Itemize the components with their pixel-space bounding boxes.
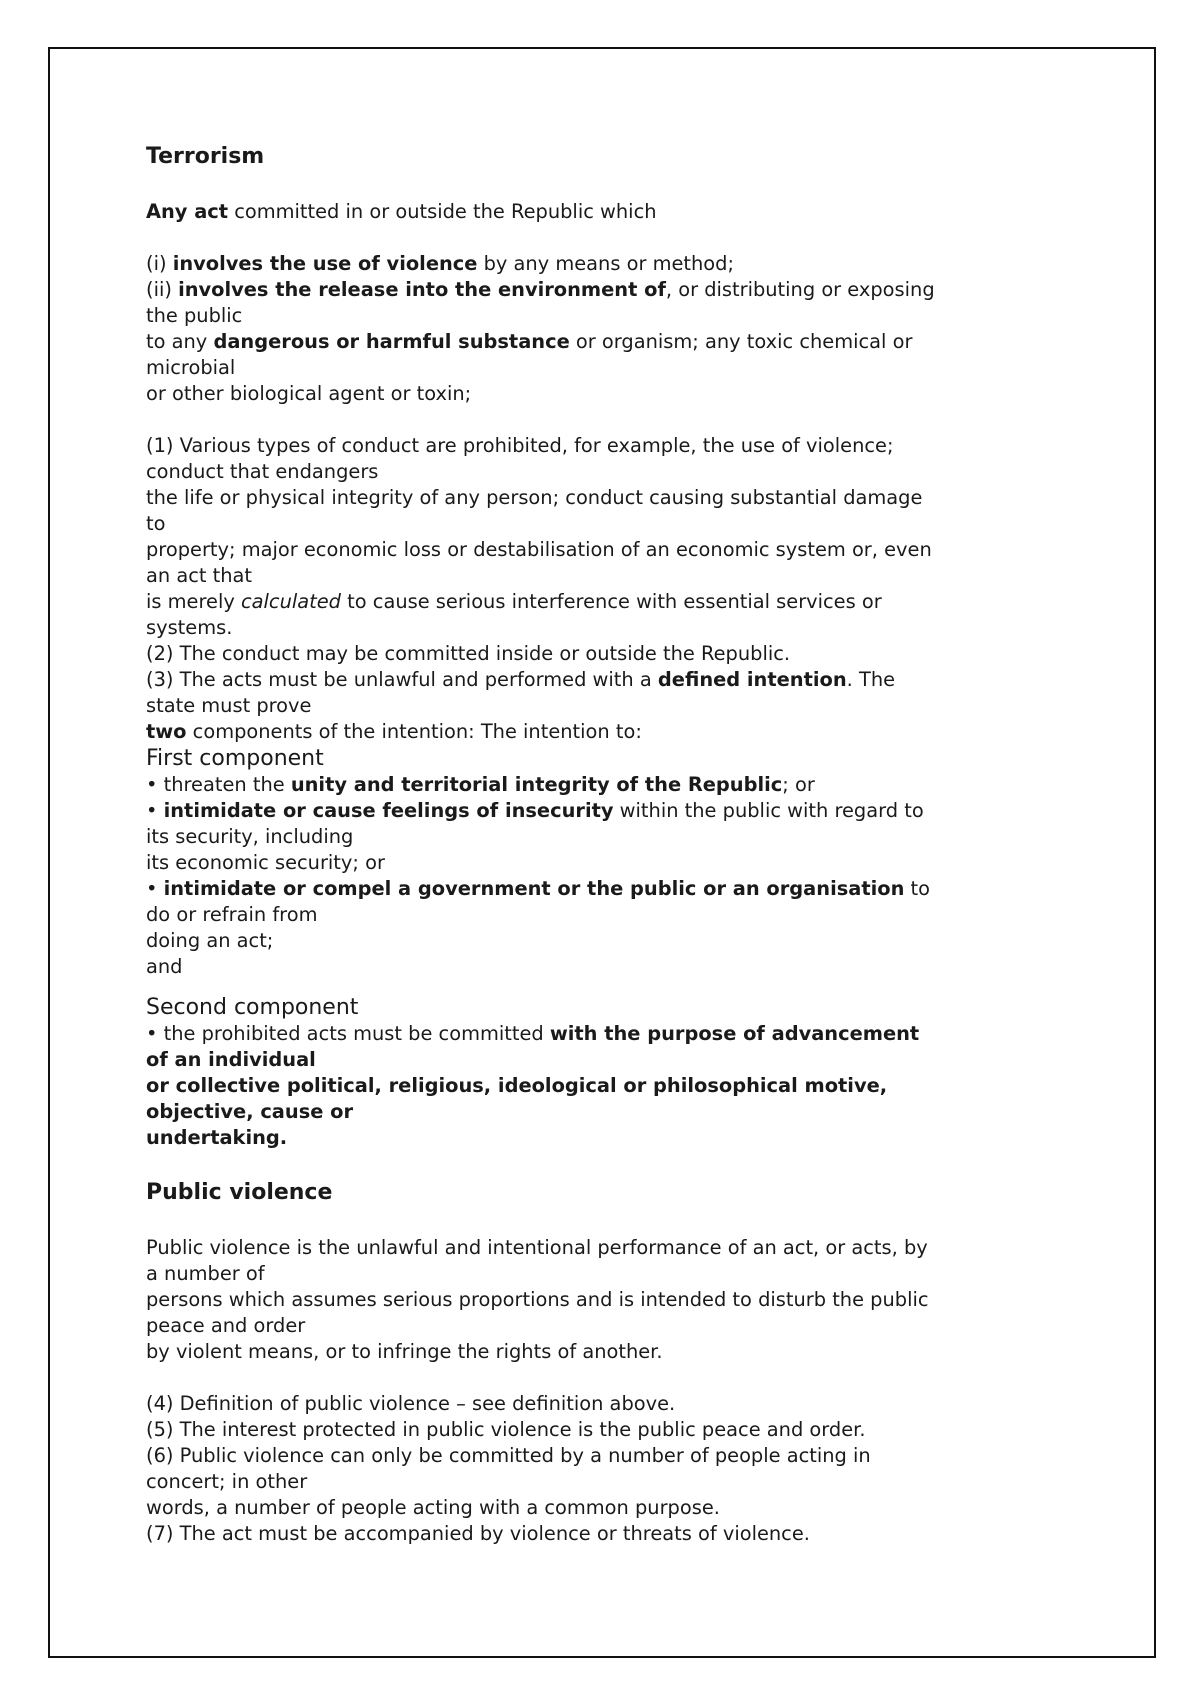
point-1-line: conduct that endangers: [146, 460, 379, 483]
document-body: [146, 143, 1076, 1547]
point-line: (7) The act must be accompanied by violence or threats of violence.: [146, 1522, 810, 1545]
point-1-line: (1) Various types of conduct are prohibited, for example, the use of violence;: [146, 434, 894, 457]
point-line: words, a number of people acting with a common purpose.: [146, 1496, 720, 1519]
point-1-calculated: is merely calculated to cause serious interference with essential services or: [146, 590, 882, 613]
text-line: do or refrain from: [146, 903, 318, 926]
point-line: (6) Public violence can only be committed by a number of people acting in: [146, 1444, 871, 1467]
second-component-title: Second component: [146, 995, 359, 1020]
bullet-threaten: • threaten the unity and territorial integrity of the Republic; or: [146, 773, 815, 796]
point-3-components: two components of the intention: The intention to:: [146, 720, 642, 743]
text-line: microbial: [146, 356, 236, 379]
point-2: (2) The conduct may be committed inside or outside the Republic.: [146, 642, 791, 665]
text-line: its economic security; or: [146, 851, 385, 874]
heading-terrorism: Terrorism: [146, 144, 265, 169]
definition-line: a number of: [146, 1262, 265, 1285]
point-line: (5) The interest protected in public violence is the public peace and order.: [146, 1418, 866, 1441]
point-1-line: property; major economic loss or destabilisation of an economic system or, even: [146, 538, 932, 561]
definition-line: by violent means, or to infringe the rights of another.: [146, 1340, 663, 1363]
text-line: the public: [146, 304, 243, 327]
item-i: (i) involves the use of violence by any means or method;: [146, 252, 735, 275]
definition-line: Public violence is the unlawful and intentional performance of an act, or acts, by: [146, 1236, 928, 1259]
text-line: doing an act;: [146, 929, 274, 952]
text-line: and: [146, 955, 183, 978]
item-ii: (ii) involves the release into the environment of, or distributing or exposing: [146, 278, 935, 301]
definition-line: persons which assumes serious proportions and is intended to disturb the public: [146, 1288, 929, 1311]
first-component-title: First component: [146, 746, 324, 771]
point-1-line: the life or physical integrity of any person; conduct causing substantial damage: [146, 486, 923, 509]
line-dangerous: to any dangerous or harmful substance or organism; any toxic chemical or: [146, 330, 913, 353]
text-line: or collective political, religious, ideological or philosophical motive,: [146, 1074, 888, 1097]
text-line: or other biological agent or toxin;: [146, 382, 472, 405]
text-line: its security, including: [146, 825, 354, 848]
point-1-line: an act that: [146, 564, 253, 587]
definition-line: peace and order: [146, 1314, 306, 1337]
bullet-purpose: • the prohibited acts must be committed with the purpose of advancement: [146, 1022, 920, 1045]
point-3: (3) The acts must be unlawful and performed with a defined intention. The: [146, 668, 896, 691]
bullet-intimidate-compel: • intimidate or compel a government or the public or an organisation to: [146, 877, 931, 900]
point-1-line: to: [146, 512, 166, 535]
text-line: undertaking.: [146, 1126, 288, 1149]
point-3-line: state must prove: [146, 694, 312, 717]
point-line: (4) Definition of public violence – see definition above.: [146, 1392, 676, 1415]
text-line: objective, cause or: [146, 1100, 354, 1123]
heading-public-violence: Public violence: [146, 1180, 333, 1205]
terrorism-intro: Any act committed in or outside the Republic which: [146, 200, 657, 223]
point-1-end: systems.: [146, 616, 233, 639]
text-line: of an individual: [146, 1048, 316, 1071]
bullet-intimidate-insecurity: • intimidate or cause feelings of insecurity within the public with regard to: [146, 799, 924, 822]
point-line: concert; in other: [146, 1470, 308, 1493]
